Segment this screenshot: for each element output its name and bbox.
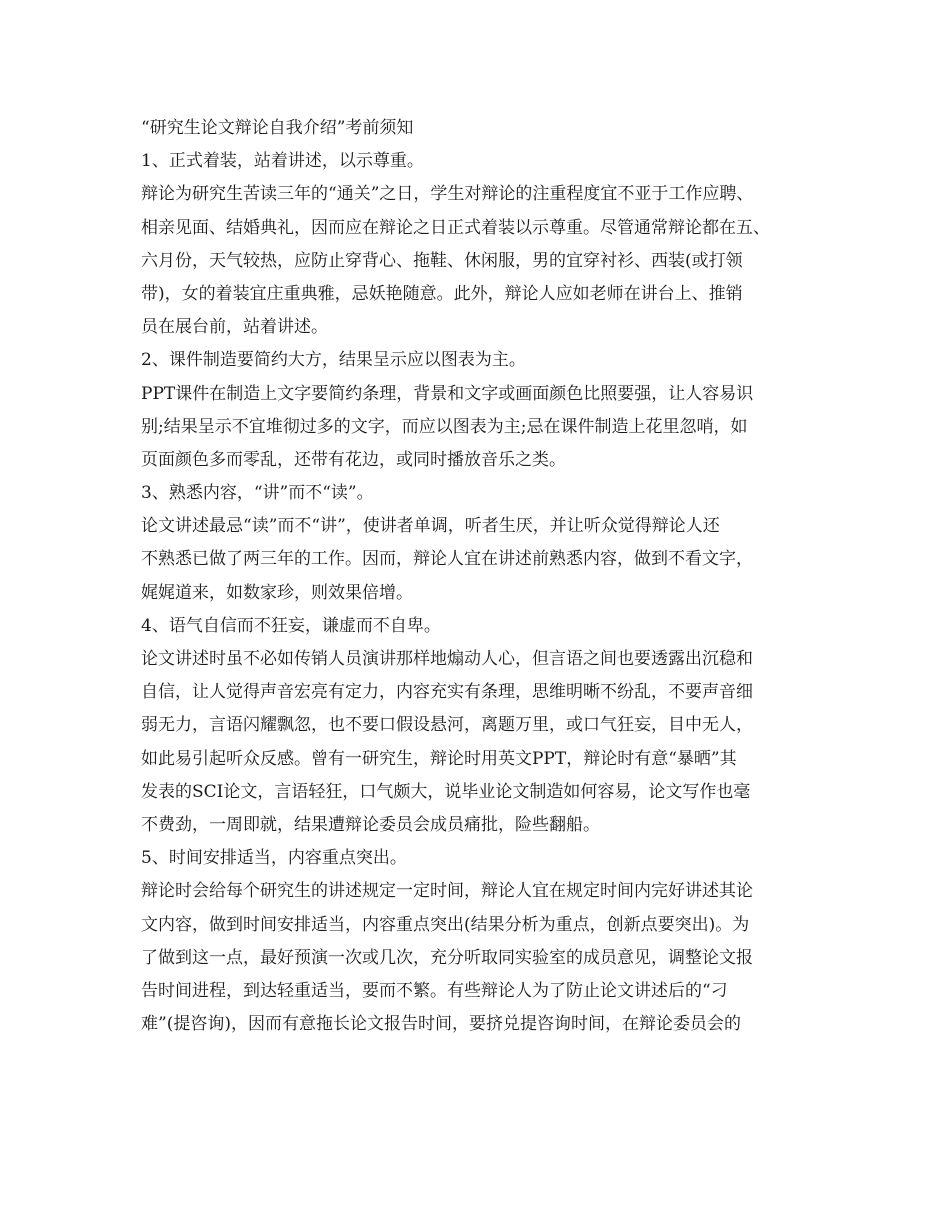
- paragraph-line: 发表的SCI论文，言语轻狂，口气颇大，说毕业论文制造如何容易，论文写作也毫: [141, 781, 751, 802]
- paragraph-line: 六月份，天气较热，应防止穿背心、拖鞋、休闲服，男的宜穿衬衫、西装(或打领: [141, 250, 743, 271]
- paragraph-line: PPT课件在制造上文字要简约条理，背景和文字或画面颜色比照要强，让人容易识: [141, 383, 754, 404]
- paragraph-line: 文内容，做到时间安排适当，内容重点突出(结果分析为重点，创新点要突出)。为: [141, 914, 750, 935]
- document-title: “研究生论文辩论自我介绍”考前须知: [141, 118, 414, 138]
- paragraph-line: 论文讲述时虽不必如传销人员演讲那样地煽动人心，但言语之间也要透露出沉稳和: [141, 649, 753, 669]
- paragraph-line: 不熟悉已做了两三年的工作。因而，辩论人宜在讲述前熟悉内容，做到不看文字，: [141, 549, 753, 570]
- paragraph-line: 了做到这一点，最好预演一次或几次，充分听取同实验室的成员意见，调整论文报: [141, 947, 753, 968]
- section-heading-5: 5、时间安排适当，内容重点突出。: [141, 848, 407, 869]
- paragraph-line: 辩论为研究生苦读三年的“通关”之日，学生对辩论的注重程度宜不亚于工作应聘、: [141, 184, 754, 205]
- paragraph-line: 辩论时会给每个研究生的讲述规定一定时间，辩论人宜在规定时间内完好讲述其论: [141, 881, 753, 902]
- paragraph-line: 娓娓道来，如数家珍，则效果倍增。: [141, 582, 413, 603]
- paragraph-line: 带)，女的着装宜庄重典雅，忌妖艳随意。此外，辩论人应如老师在讲台上、推销: [141, 283, 743, 304]
- paragraph-line: 不费劲，一周即就，结果遭辩论委员会成员痛批，险些翻船。: [141, 814, 600, 835]
- paragraph-line: 自信，让人觉得声音宏亮有定力，内容充实有条理，思维明晰不纷乱，不要声音细: [141, 682, 753, 703]
- paragraph-line: 弱无力，言语闪耀飘忽，也不要口假设悬河，离题万里，或口气狂妄，目中无人，: [141, 715, 753, 736]
- paragraph-line: 员在展台前，站着讲述。: [141, 317, 328, 338]
- paragraph-line: 别;结果呈示不宜堆彻过多的文字，而应以图表为主;忌在课件制造上花里忽哨，如: [141, 416, 748, 437]
- paragraph-line: 如此易引起听众反感。曾有一研究生，辩论时用英文PPT，辩论时有意“暴晒”其: [141, 748, 737, 769]
- section-heading-4: 4、语气自信而不狂妄，谦虚而不自卑。: [141, 615, 441, 636]
- paragraph-line: 难”(提咨询)，因而有意拖长论文报告时间，要挤兑提咨询时间，在辩论委员会的: [141, 1014, 741, 1035]
- section-heading-1: 1、正式着装，站着讲述，以示尊重。: [141, 151, 424, 172]
- section-heading-2: 2、课件制造要简约大方，结果呈示应以图表为主。: [141, 350, 526, 371]
- paragraph-line: 论文讲述最忌“读”而不“讲”，使讲者单调，听者生厌，并让听众觉得辩论人还: [141, 516, 720, 537]
- paragraph-line: 告时间进程，到达轻重适当，要而不繁。有些辩论人为了防止论文讲述后的“刁: [141, 980, 728, 1001]
- paragraph-line: 相亲见面、结婚典礼，因而应在辩论之日正式着装以示尊重。尽管通常辩论都在五、: [141, 217, 770, 238]
- document-body: [141, 112, 831, 1041]
- paragraph-line: 页面颜色多而零乱，还带有花边，或同时播放音乐之类。: [141, 449, 566, 470]
- section-heading-3: 3、熟悉内容，“讲”而不“读”。: [141, 483, 374, 504]
